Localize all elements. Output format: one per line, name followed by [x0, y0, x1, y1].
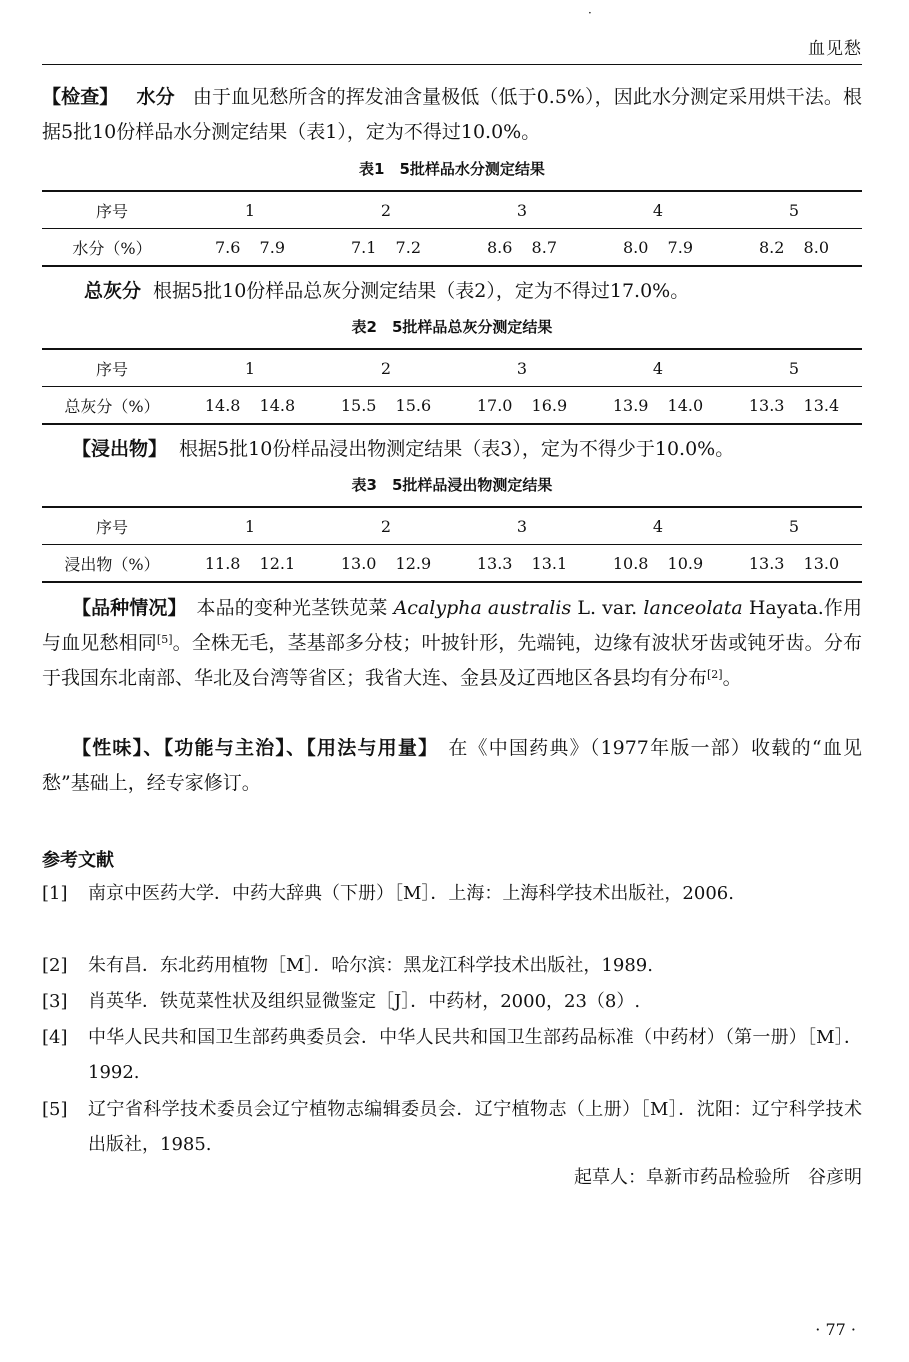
value: 7.9 [259, 237, 285, 257]
table-2-caption: 表2 5批样品总灰分测定结果 [351, 318, 553, 336]
table-1-row-label: 水分（%） [42, 229, 182, 267]
value: 11.8 [204, 553, 241, 573]
variety-text-c: Hayata. [748, 597, 824, 619]
value: 7.2 [395, 237, 421, 257]
table-1-cell [454, 229, 590, 267]
value: 10.8 [612, 553, 649, 573]
value: 13.3 [748, 395, 785, 415]
table-2-row-label: 总灰分（%） [42, 387, 182, 425]
moisture-label: 水分 [136, 86, 175, 108]
value: 8.0 [623, 237, 649, 257]
value: 16.9 [531, 395, 568, 415]
table-3-header-row [42, 507, 862, 545]
nature-label: 【性味】、【功能与主治】、【用法与用量】 [72, 737, 439, 759]
page-number: · 77 · [815, 1320, 856, 1339]
table-2-cell [726, 387, 862, 425]
variety-text-e: 。全株无毛，茎基部多分枝；叶披针形，先端钝，边缘有波状牙齿或钝牙齿。分布于我国东北南部、华北及台湾等省区；我省大连、金县及辽西地区各县均有分布 [42, 632, 862, 689]
extract-text: 根据5批10份样品浸出物测定结果（表3），定为不得少于10.0%。 [179, 438, 735, 460]
reference-text: 南京中医药大学．中药大辞典（下册）［M］．上海：上海科学技术出版社，2006. [88, 883, 734, 904]
table-2-cell [454, 387, 590, 425]
value: 8.0 [803, 237, 829, 257]
value: 13.4 [803, 395, 840, 415]
reference-item [42, 1092, 862, 1162]
table-2-cell [318, 387, 454, 425]
table-2-cell [182, 387, 318, 425]
value: 13.0 [803, 553, 840, 573]
table-2-batch: 3 [454, 349, 590, 387]
table-2-header-label: 序号 [42, 349, 182, 387]
variety-text-d: 作用与血见愁相同 [42, 597, 863, 654]
table-3-row-label: 浸出物（%） [42, 545, 182, 583]
value: 8.6 [487, 237, 513, 257]
table-1-batch: 4 [590, 191, 726, 229]
reference-number: [3] [42, 991, 68, 1012]
value: 7.9 [667, 237, 693, 257]
value: 7.1 [351, 237, 377, 257]
table-2-value-row [42, 387, 862, 425]
value: 7.6 [215, 237, 241, 257]
table-1-header-label: 序号 [42, 191, 182, 229]
reference-item [42, 984, 862, 1019]
table-1-cell [726, 229, 862, 267]
variety-text-a: 本品的变种光茎铁苋菜 [196, 597, 388, 619]
table-1-batch: 2 [318, 191, 454, 229]
reference-text: 肖英华．铁苋菜性状及组织显微鉴定［J］．中药材，2000，23（8）. [88, 991, 641, 1012]
table-1-batch: 1 [182, 191, 318, 229]
table-2-batch: 1 [182, 349, 318, 387]
value: 13.9 [612, 395, 649, 415]
table-2-batch: 2 [318, 349, 454, 387]
table-3-cell [726, 545, 862, 583]
nature-paragraph [42, 731, 862, 801]
variety-text-b: L. var. [577, 597, 638, 619]
ash-text: 根据5批10份样品总灰分测定结果（表2），定为不得过17.0%。 [153, 280, 690, 302]
value: 14.0 [667, 395, 704, 415]
table-1-batch: 5 [726, 191, 862, 229]
reference-number: [1] [42, 883, 68, 904]
table-2-batch: 5 [726, 349, 862, 387]
table-3-batch: 2 [318, 507, 454, 545]
check-label: 【检查】 [42, 86, 119, 108]
reference-text: 辽宁省科学技术委员会辽宁植物志编辑委员会．辽宁植物志（上册）［M］．沈阳：辽宁科学技术出版社，1985. [88, 1099, 862, 1155]
variety-name: lanceolata [643, 597, 743, 619]
table-1 [42, 190, 862, 267]
table-3-cell [590, 545, 726, 583]
ash-label: 总灰分 [84, 280, 142, 302]
value: 17.0 [476, 395, 513, 415]
table-3-cell [182, 545, 318, 583]
variety-label: 【品种情况】 [72, 597, 187, 619]
check-paragraph [42, 80, 862, 150]
variety-paragraph [42, 591, 862, 696]
running-head: 血见愁 [808, 39, 862, 59]
table-3-batch: 4 [590, 507, 726, 545]
reference-number: [2] [42, 955, 68, 976]
drafter-signature: 起草人：阜新市药品检验所 谷彦明 [574, 1167, 862, 1188]
ash-paragraph [42, 274, 862, 309]
references-title: 参考文献 [42, 850, 114, 871]
value: 14.8 [259, 395, 296, 415]
extract-label: 【浸出物】 [72, 438, 168, 460]
reference-item [42, 1020, 862, 1090]
table-1-batch: 3 [454, 191, 590, 229]
table-2-batch: 4 [590, 349, 726, 387]
latin-name: Acalypha australis [393, 597, 572, 619]
value: 13.3 [476, 553, 513, 573]
value: 8.7 [531, 237, 557, 257]
table-1-cell [590, 229, 726, 267]
value: 10.9 [667, 553, 704, 573]
document-page [42, 0, 862, 1362]
table-3-cell [318, 545, 454, 583]
value: 14.8 [204, 395, 241, 415]
extract-paragraph [42, 432, 862, 467]
citation: [5] [156, 633, 173, 646]
nature-text: 在《中国药典》（1977年版一部）收载的“血见愁”基础上，经专家修订。 [42, 737, 862, 794]
table-2 [42, 348, 862, 425]
value: 12.1 [259, 553, 296, 573]
value: 15.6 [395, 395, 432, 415]
reference-number: [4] [42, 1027, 68, 1048]
variety-text-f: 。 [722, 667, 742, 689]
reference-number: [5] [42, 1099, 68, 1120]
table-3 [42, 506, 862, 583]
table-3-value-row [42, 545, 862, 583]
reference-text: 中华人民共和国卫生部药典委员会．中华人民共和国卫生部药品标准（中药材）（第一册）［M］．1992. [88, 1027, 862, 1083]
value: 13.0 [340, 553, 377, 573]
check-text: 由于血见愁所含的挥发油含量极低（低于0.5%），因此水分测定采用烘干法。根据5批10份样品水分测定结果（表1），定为不得过10.0%。 [42, 86, 862, 143]
table-2-cell [590, 387, 726, 425]
table-3-caption: 表3 5批样品浸出物测定结果 [351, 476, 553, 494]
reference-item [42, 948, 862, 983]
table-1-cell [182, 229, 318, 267]
table-3-header-label: 序号 [42, 507, 182, 545]
value: 13.3 [748, 553, 785, 573]
reference-text: 朱有昌．东北药用植物［M］．哈尔滨：黑龙江科学技术出版社，1989. [88, 955, 653, 976]
header-rule [42, 64, 862, 65]
table-3-batch: 3 [454, 507, 590, 545]
value: 12.9 [395, 553, 432, 573]
value: 8.2 [759, 237, 785, 257]
table-3-cell [454, 545, 590, 583]
value: 15.5 [340, 395, 377, 415]
value: 13.1 [531, 553, 568, 573]
citation: [2] [707, 668, 723, 681]
table-2-header-row [42, 349, 862, 387]
table-1-value-row [42, 229, 862, 267]
table-1-cell [318, 229, 454, 267]
stray-dot: · [588, 6, 592, 20]
table-3-batch: 1 [182, 507, 318, 545]
table-3-batch: 5 [726, 507, 862, 545]
table-1-header-row [42, 191, 862, 229]
reference-item [42, 876, 862, 911]
table-1-caption: 表1 5批样品水分测定结果 [359, 160, 545, 178]
